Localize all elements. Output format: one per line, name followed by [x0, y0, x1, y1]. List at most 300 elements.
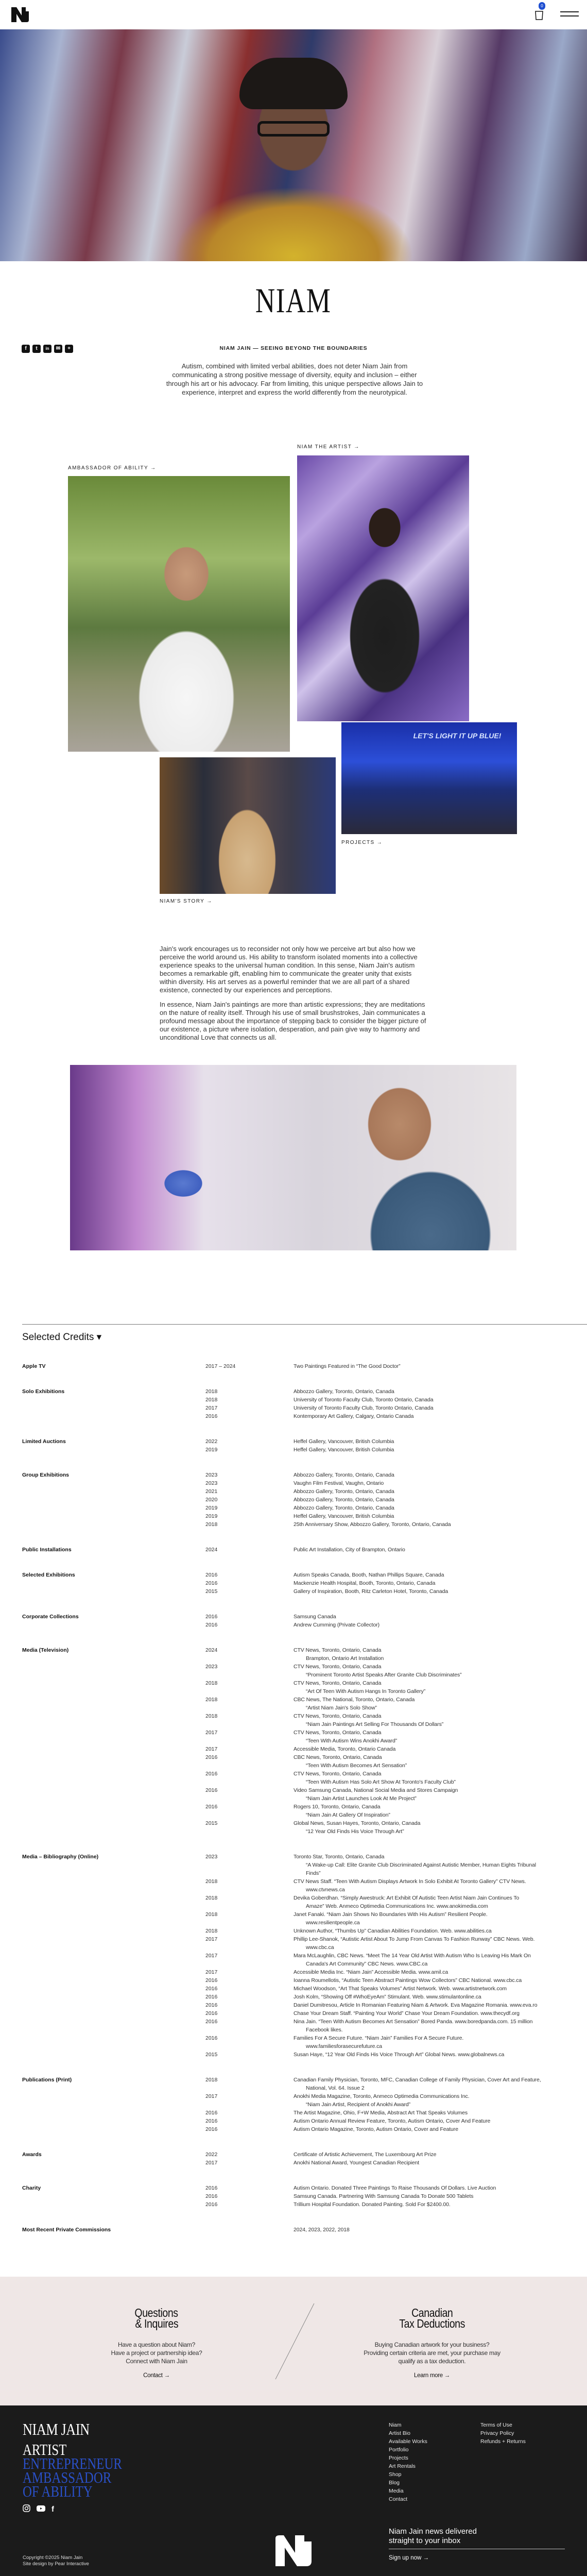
ambassador-photo[interactable] — [68, 476, 290, 752]
credit-year: 2018 — [205, 1521, 218, 1528]
credit-group — [22, 1362, 587, 1370]
credit-entry: Accessible Media, Toronto, Ontario Canada — [294, 1746, 396, 1752]
facebook-icon[interactable]: f — [22, 345, 30, 353]
credit-year: 2016 — [205, 1994, 218, 2000]
role-entrepreneur: ENTREPRENEUR — [23, 2454, 122, 2472]
credit-year: 2016 — [205, 1977, 218, 1984]
credit-row — [22, 1546, 587, 1554]
body-paragraph: In essence, Niam Jain's paintings are more than artistic expressions; they are meditations on the nature of reality itself. Through his use of small brushstrokes, Jain communicates a profound message about the importance of stepping back to consider the bigger picture of our existence, a picture where isolation, desperation, and pain give way to harmony and unconditional Love that connects us all. — [160, 1001, 426, 1041]
credit-year: 2016 — [205, 1771, 218, 1777]
credit-entry: Abbozzo Gallery, Toronto, Ontario, Canada — [294, 1497, 394, 1503]
twitter-icon[interactable]: t — [32, 345, 41, 353]
credit-row — [22, 1663, 587, 1679]
credit-year: 2016 — [205, 1804, 218, 1810]
credit-row — [22, 2226, 587, 2234]
credit-group-label: Solo Exhibitions — [22, 1388, 65, 1395]
credit-entry: Abbozzo Gallery, Toronto, Ontario, Canada — [294, 1388, 394, 1395]
credit-entry: CBC News, Toronto, Ontario, Canada — [294, 1754, 382, 1760]
credit-year: 2018 — [205, 1713, 218, 1719]
credit-year: 2020 — [205, 1497, 218, 1503]
credit-row — [22, 1894, 587, 1910]
cta-section — [0, 2277, 587, 2405]
credit-year: 2024 — [205, 1647, 218, 1653]
credit-detail: “Teen With Autism Wins Anokhi Award” — [306, 1738, 398, 1744]
credit-group — [22, 1471, 587, 1529]
credit-detail: www.resilientpeople.ca — [306, 1920, 360, 1926]
credit-detail: “Niam Jain Artist Launches Look At Me Project” — [306, 1795, 417, 1802]
site-logo[interactable] — [10, 6, 30, 23]
credit-year: 2016 — [205, 1622, 218, 1628]
credit-group-label: Public Installations — [22, 1547, 72, 1553]
credit-entry: Public Art Installation, City of Brampton, Ontario — [294, 1547, 405, 1553]
credit-year: 2016 — [205, 1413, 218, 1419]
credit-row — [22, 1496, 587, 1504]
credit-entry: Abbozzo Gallery, Toronto, Ontario, Canada — [294, 1505, 394, 1511]
credit-entry: Autism Speaks Canada, Booth, Nathan Phillips Square, Canada — [294, 1572, 444, 1578]
role-artist: ARTIST — [23, 2441, 67, 2459]
tax-text: Buying Canadian artwork for your business? Providing certain criteria are met, your purchase may qualify as a tax deduction. — [364, 2341, 500, 2365]
credit-row — [22, 1512, 587, 1520]
credit-group-label: Corporate Collections — [22, 1614, 79, 1620]
credit-detail: Amaze” Web. Anmeco Optimedia Communications Inc. www.anokimedia.com — [306, 1903, 488, 1909]
cart-button[interactable] — [533, 9, 545, 20]
credit-year: 2024 — [205, 1547, 218, 1553]
credit-entry: CTV News, Toronto, Ontario, Canada — [294, 1713, 382, 1719]
credit-detail: Facebook likes. — [306, 2027, 343, 2033]
credit-year: 2016 — [205, 1580, 218, 1586]
credit-year: 2016 — [205, 2110, 218, 2116]
credit-group-label: Most Recent Private Commissions — [22, 2227, 111, 2233]
credit-group — [22, 1571, 587, 1596]
sign-up-link[interactable]: Sign up now → — [389, 2555, 429, 2561]
credit-entry: The Artist Magazine, Ohio, F+W Media, Abstract Art That Speaks Volumes — [294, 2110, 468, 2116]
story-photo[interactable] — [160, 757, 336, 894]
credit-year: 2023 — [205, 1472, 218, 1478]
contact-link[interactable]: Contact → — [143, 2372, 170, 2379]
credit-row — [22, 1437, 587, 1446]
credit-entry: Global News, Susan Hayes, Toronto, Ontario, Canada — [294, 1820, 421, 1826]
credit-row — [22, 1479, 587, 1487]
site-header — [0, 0, 587, 29]
page-title-text: NIAM — [255, 281, 332, 320]
credit-year: 2016 — [205, 2118, 218, 2124]
credit-row — [22, 1927, 587, 1935]
credit-entry: CTV News Staff. “Teen With Autism Displays Artwork In Solo Exhibit At Toronto Gallery” CTV News. — [294, 1878, 526, 1885]
credit-year: 2016 — [205, 2002, 218, 2008]
credit-row — [22, 2076, 587, 2092]
credit-entry: Daniel Dumitresou, Article In Romanian Featuring Niam & Artwork. Eva Magazine Romania. www.eva.ro — [294, 2002, 538, 2008]
credit-entry: Heffel Gallery, Vancouver, British Columbia — [294, 1438, 394, 1445]
credit-entry: Autism Ontario Annual Review Feature, Toronto, Autism Ontario, Cover And Feature — [294, 2118, 491, 2124]
credit-detail: “Niam Jain Paintings Art Selling For Thousands Of Dollars” — [306, 1721, 444, 1727]
credit-year: 2018 — [205, 1388, 218, 1395]
credit-row — [22, 2184, 587, 2192]
hero-figure-glasses — [257, 121, 330, 137]
credit-entry: Josh Kolm, “Showing Off #WhoEyeAm” Stimulant. Web. www.stimulantonline.ca — [294, 1994, 481, 2000]
credit-year: 2018 — [205, 1680, 218, 1686]
credit-year: 2016 — [205, 1614, 218, 1620]
credit-row — [22, 1520, 587, 1529]
credit-year: 2015 — [205, 1588, 218, 1595]
footer-link-media[interactable]: Media — [389, 2488, 404, 2494]
role-ambassador: AMBASSADOR — [23, 2468, 112, 2486]
credit-row — [22, 1952, 587, 1968]
credit-year: 2017 — [205, 2160, 218, 2166]
credit-detail: www.ctvnews.ca — [306, 1887, 345, 1893]
footer-link-shop[interactable]: Shop — [389, 2471, 402, 2478]
credit-group — [22, 1437, 587, 1454]
credit-row — [22, 1412, 587, 1420]
credit-row — [22, 1968, 587, 1976]
credit-row — [22, 1471, 587, 1479]
tax-heading: Canadian Tax Deductions — [399, 2306, 465, 2330]
credit-year: 2018 — [205, 1928, 218, 1934]
credit-group-label: Apple TV — [22, 1363, 46, 1369]
credit-row — [22, 1745, 587, 1753]
credit-entry: Autism Ontario. Donated Three Paintings To Raise Thousands Of Dollars. Live Auction — [294, 2185, 496, 2191]
credit-row — [22, 2159, 587, 2167]
credit-detail: “A Wake-up Call: Elite Granite Club Discriminated Against Autistic Member, Human Eights Tribunal — [306, 1862, 536, 1868]
credit-group-label: Media – Bibliography (Online) — [22, 1854, 99, 1860]
credit-row — [22, 1993, 587, 2001]
facebook-icon[interactable]: f — [51, 2505, 54, 2514]
credit-row — [22, 2117, 587, 2125]
tax-block — [344, 2308, 520, 2380]
credit-row — [22, 1985, 587, 1993]
credit-group — [22, 2226, 587, 2234]
credit-detail: “Niam Jain Artist, Recipient of Anokhi Award” — [306, 2102, 411, 2108]
footer-legal-nav — [480, 2421, 526, 2446]
credit-detail: National, Vol. 64. Issue 2 — [306, 2085, 365, 2091]
credit-group-label: Limited Auctions — [22, 1438, 66, 1445]
photo-banner-text: LET'S LIGHT IT UP BLUE! — [413, 732, 502, 740]
credit-entry: Mara McLaughlin, CBC News. “Meet The 14 Year Old Artist With Autism Who Is Leaving His Mark On — [294, 1953, 531, 1959]
credit-year: 2015 — [205, 2052, 218, 2058]
credit-row — [22, 1646, 587, 1663]
credit-row — [22, 2109, 587, 2117]
credit-row — [22, 1679, 587, 1696]
credit-detail: “Art Of Teen With Autism Hangs In Toronto Gallery” — [306, 1688, 426, 1694]
credit-entry: University of Toronto Faculty Club, Toronto Ontario, Canada — [294, 1405, 434, 1411]
credit-entry: Vaughn Film Festival, Vaughn, Ontario — [294, 1480, 384, 1486]
credit-entry: Michael Woodson, “Art That Speaks Volumes” Artist Network. Web. www.artistnetwork.com — [294, 1986, 507, 1992]
plus-icon[interactable]: + — [65, 345, 73, 353]
footer-name: NIAM JAIN — [23, 2420, 90, 2438]
credit-row — [22, 2125, 587, 2133]
projects-photo[interactable] — [341, 722, 517, 834]
credit-row — [22, 1696, 587, 1712]
artist-photo[interactable] — [297, 455, 469, 721]
credit-year: 2018 — [205, 1895, 218, 1901]
credit-year: 2016 — [205, 2126, 218, 2132]
credit-year: 2017 — [205, 2093, 218, 2099]
credit-row — [22, 1387, 587, 1396]
credit-year: 2018 — [205, 1697, 218, 1703]
credit-row — [22, 1877, 587, 1894]
menu-icon[interactable] — [560, 11, 579, 18]
credit-row — [22, 2009, 587, 2018]
footer-link-blog[interactable]: Blog — [389, 2480, 400, 2486]
credit-entry: Autism Ontario Magazine, Toronto, Autism Ontario, Cover and Feature — [294, 2126, 458, 2132]
role-of-ability: OF ABILITY — [23, 2482, 93, 2500]
copyright — [23, 2555, 89, 2567]
projects-link[interactable]: PROJECTS → — [341, 840, 383, 845]
credit-entry: Janet Fanaki. “Niam Jain Shows No Boundaries With His Autism” Resilient People. — [294, 1911, 488, 1918]
credit-year: 2016 — [205, 2019, 218, 2025]
footer-link-portfolio[interactable]: Portfolio — [389, 2447, 409, 2453]
credit-entry: Rogers 10, Toronto, Ontario, Canada — [294, 1804, 381, 1810]
credit-year: 2019 — [205, 1505, 218, 1511]
credit-entry: Anokhi National Award, Youngest Canadian Recipient — [294, 2160, 420, 2166]
youtube-icon[interactable] — [37, 2505, 45, 2514]
credit-entry: CTV News, Toronto, Ontario, Canada — [294, 1647, 382, 1653]
credit-year: 2021 — [205, 1488, 218, 1495]
footer-legal-link-refunds-returns[interactable]: Refunds + Returns — [480, 2438, 526, 2445]
credit-row — [22, 2034, 587, 2050]
credit-row — [22, 1613, 587, 1621]
credit-row — [22, 1571, 587, 1579]
credit-group — [22, 2184, 587, 2209]
credit-entry: 2024, 2023, 2022, 2018 — [294, 2227, 350, 2233]
intro-subtitle: NIAM JAIN — SEEING BEYOND THE BOUNDARIES — [219, 345, 368, 351]
credit-group-label: Media (Television) — [22, 1647, 69, 1653]
credit-year: 2017 — [205, 1936, 218, 1942]
niam-the-artist-link[interactable]: NIAM THE ARTIST → — [297, 444, 360, 450]
credit-entry: Families For A Secure Future. “Niam Jain” Families For A Secure Future. — [294, 2035, 464, 2041]
nj-logo-icon — [10, 6, 30, 23]
site-footer — [0, 2405, 587, 2576]
linkedin-icon[interactable]: in — [43, 345, 51, 353]
credit-detail: www.familiesforasecurefuture.ca — [306, 2043, 383, 2049]
credit-row — [22, 2192, 587, 2200]
credit-detail: “Niam Jain At Gallery Of Inspiration” — [306, 1812, 390, 1818]
credit-entry: Kontemporary Art Gallery, Calgary, Ontario Canada — [294, 1413, 414, 1419]
credit-group — [22, 1613, 587, 1629]
credit-row — [22, 1770, 587, 1786]
credit-row — [22, 1396, 587, 1404]
credit-entry: Trillium Hospital Foundation. Donated Painting. Sold For $2400.00. — [294, 2201, 451, 2208]
niams-story-link[interactable]: NIAM'S STORY → — [160, 899, 213, 904]
credit-entry: Two Paintings Featured in “The Good Doctor” — [294, 1363, 401, 1369]
credit-entry: Samsung Canada — [294, 1614, 336, 1620]
credit-entry: Gallery of Inspiration, Booth, Ritz Carleton Hotel, Toronto, Canada — [294, 1588, 448, 1595]
credit-row — [22, 1935, 587, 1952]
credit-year: 2023 — [205, 1664, 218, 1670]
credit-year: 2023 — [205, 1854, 218, 1860]
credit-year: 2015 — [205, 1820, 218, 1826]
credit-detail: “Teen With Autism Becomes Art Sensation” — [306, 1762, 407, 1769]
credit-group-label: Awards — [22, 2151, 42, 2158]
credit-year: 2017 — [205, 1405, 218, 1411]
credit-entry: Toronto Star, Toronto, Ontario, Canada — [294, 1854, 385, 1860]
credit-group-label: Charity — [22, 2185, 41, 2191]
credit-detail: “Artist Niam Jain's Solo Show” — [306, 1705, 377, 1711]
credit-year: 2018 — [205, 1878, 218, 1885]
credit-row — [22, 1579, 587, 1587]
questions-block — [69, 2308, 244, 2380]
hero-figure-hair — [239, 58, 348, 109]
credit-year: 2016 — [205, 2193, 218, 2199]
credit-row — [22, 1976, 587, 1985]
credit-entry: Phillip Lee-Shanok, “Autistic Artist About To Jump From Canvas To Fashion Runway” CBC News. Web. — [294, 1936, 535, 1942]
credit-row — [22, 1753, 587, 1770]
credit-entry: University of Toronto Faculty Club, Toronto Ontario, Canada — [294, 1397, 434, 1403]
copyright-text: Copyright ©2025 Niam Jain — [23, 2555, 83, 2561]
cart-count-badge: 0 — [539, 2, 545, 10]
credit-entry: Chase Your Dream Staff. “Painting Your World” Chase Your Dream Foundation. www.thecydf.org — [294, 2010, 520, 2016]
learn-more-link[interactable]: Learn more → — [414, 2372, 450, 2379]
credit-detail: “12 Year Old Finds His Voice Through Art” — [306, 1828, 404, 1835]
credit-entry: Samsung Canada. Partnering With Samsung Canada To Donate 500 Tablets — [294, 2193, 474, 2199]
credit-entry: Abbozzo Gallery, Toronto, Ontario, Canada — [294, 1472, 394, 1478]
credit-entry: CTV News, Toronto, Ontario, Canada — [294, 1680, 382, 1686]
credit-year: 2016 — [205, 1754, 218, 1760]
credit-row — [22, 1362, 587, 1370]
body-text — [160, 945, 428, 1048]
credit-row — [22, 2092, 587, 2109]
credit-year: 2022 — [205, 2151, 218, 2158]
credit-entry: Heffel Gallery, Vancouver, British Columbia — [294, 1447, 394, 1453]
credit-row — [22, 1712, 587, 1728]
credit-row — [22, 1446, 587, 1454]
credit-detail: Finds” — [306, 1870, 321, 1876]
credit-entry: Ioanna Roumellotis, “Autistic Teen Abstract Paintings Wow Collectors” CBC National. www.cbc.ca — [294, 1977, 522, 1984]
credit-group-label: Publications (Print) — [22, 2077, 72, 2083]
credit-entry: CTV News, Toronto, Ontario, Canada — [294, 1771, 382, 1777]
credit-entry: Abbozzo Gallery, Toronto, Ontario, Canada — [294, 1488, 394, 1495]
footer-link-projects[interactable]: Projects — [389, 2455, 408, 2461]
credit-year: 2017 — [205, 1730, 218, 1736]
ambassador-link[interactable]: AMBASSADOR OF ABILITY → — [68, 465, 157, 471]
credit-entry: CBC News, The National, Toronto, Ontario, Canada — [294, 1697, 415, 1703]
credit-year: 2018 — [205, 2077, 218, 2083]
credit-row — [22, 2018, 587, 2034]
credit-year: 2017 — [205, 1953, 218, 1959]
credit-year: 2016 — [205, 2010, 218, 2016]
credit-year: 2018 — [205, 1911, 218, 1918]
credit-entry: Anokhi Media Magazine, Toronto, Anmeco Optimedia Communications Inc. — [294, 2093, 470, 2099]
credit-row — [22, 1853, 587, 1877]
footer-legal-link-privacy-policy[interactable]: Privacy Policy — [480, 2430, 514, 2436]
credit-entry: Devika Goberdhan. “Simply Awestruck: Art Exhibit Of Autistic Teen Artist Niam Jain Continues To — [294, 1895, 520, 1901]
credit-row — [22, 2150, 587, 2159]
shopping-bag-icon — [533, 9, 545, 20]
section-divider — [22, 1324, 587, 1325]
credit-entry: Susan Haye, “12 Year Old Finds His Voice Through Art” Global News. www.globalnews.ca — [294, 2052, 505, 2058]
credit-row — [22, 1504, 587, 1512]
credit-entry: CTV News, Toronto, Ontario, Canada — [294, 1664, 382, 1670]
credit-entry: CTV News, Toronto, Ontario, Canada — [294, 1730, 382, 1736]
credit-year: 2018 — [205, 1397, 218, 1403]
credits-list — [22, 1362, 587, 2251]
credit-row — [22, 1587, 587, 1596]
credit-entry: 25th Anniversary Show, Abbozzo Gallery, Toronto, Ontario, Canada — [294, 1521, 451, 1528]
footer-link-contact[interactable]: Contact — [389, 2496, 408, 2502]
credit-entry: Mackenzie Health Hospital, Booth, Toronto, Ontario, Canada — [294, 1580, 436, 1586]
footer-logo-icon — [274, 2534, 313, 2567]
credit-row — [22, 1487, 587, 1496]
credit-year: 2019 — [205, 1513, 218, 1519]
body-paragraph: Jain's work encourages us to reconsider not only how we perceive art but also how we perceive the world around us. His ability to transform isolated moments into a collective experience speaks to the universal human condition. In this sense, Niam Jain's autism becomes a remarkable gift, enabling him to communicate the greater unity that exists within diversity. His art serves as a powerful reminder that we are all part of a shared existence, connected by our experiences and perceptions. — [160, 945, 418, 994]
credit-row — [22, 1786, 587, 1803]
credit-row — [22, 1404, 587, 1412]
social-links — [23, 2504, 54, 2514]
footer-link-artist-bio[interactable]: Artist Bio — [389, 2430, 411, 2436]
credit-entry: Unknown Author, “Thumbs Up” Canadian Abilities Foundation. Web. www.abilities.ca — [294, 1928, 492, 1934]
credit-year: 2022 — [205, 1438, 218, 1445]
footer-link-available-works[interactable]: Available Works — [389, 2438, 427, 2445]
credit-group — [22, 1853, 587, 2059]
credit-group — [22, 1646, 587, 1836]
credit-row — [22, 2001, 587, 2009]
credit-group — [22, 1546, 587, 1554]
credit-group — [22, 1387, 587, 1420]
credit-year: 2017 — [205, 1969, 218, 1975]
email-icon[interactable]: ✉ — [54, 345, 62, 353]
credit-detail: “Prominent Toronto Artist Speaks After Granite Club Discriminates” — [306, 1672, 462, 1678]
credit-year: 2016 — [205, 2035, 218, 2041]
footer-link-niam[interactable]: Niam — [389, 2422, 402, 2428]
credit-row — [22, 2200, 587, 2209]
credit-year: 2016 — [205, 1572, 218, 1578]
credit-entry: Heffel Gallery, Vancouver, British Columbia — [294, 1513, 394, 1519]
footer-nav — [389, 2421, 427, 2503]
credit-detail: “Teen With Autism Has Solo Art Show At Toronto's Faculty Club” — [306, 1779, 456, 1785]
credit-entry: Accessible Media Inc. “Niam Jain” Accessible Media. www.amil.ca — [294, 1969, 448, 1975]
credit-year: 2019 — [205, 1447, 218, 1453]
credit-detail: www.cbc.ca — [306, 1944, 334, 1951]
credit-group — [22, 2076, 587, 2133]
credit-entry: Certificate of Artistic Achievement, The Luxembourg Art Prize — [294, 2151, 437, 2158]
footer-roles — [23, 2443, 122, 2498]
credit-entry: Canadian Family Physician, Toronto, MFC, Canadian College of Family Physician, Cover Art and Feature, — [294, 2077, 541, 2083]
credit-detail: Canada's Art Community” CBC News. www.CBC.ca — [306, 1961, 428, 1967]
painting-photo — [70, 1065, 516, 1250]
credit-row — [22, 1819, 587, 1836]
newsletter-heading: Niam Jain news delivered straight to your inbox — [389, 2527, 477, 2545]
credit-entry: Video Samsung Canada, National Social Media and Stores Campaign — [294, 1787, 458, 1793]
credit-entry: Nina Jain. “Teen With Autism Becomes Art Sensation” Bored Panda. www.boredpanda.com. 15 million — [294, 2019, 533, 2025]
credit-row — [22, 2050, 587, 2059]
credit-row — [22, 1728, 587, 1745]
credit-row — [22, 1910, 587, 1927]
credit-year: 2016 — [205, 1787, 218, 1793]
credit-entry: Andrew Cumming (Private Collector) — [294, 1622, 379, 1628]
questions-heading: Questions & Inquires — [134, 2306, 179, 2330]
credit-year: 2017 — [205, 1746, 218, 1752]
credit-detail: Brampton, Ontario Art Installation — [306, 1655, 384, 1662]
credit-year: 2016 — [205, 1986, 218, 1992]
hero-image — [0, 29, 587, 261]
questions-text: Have a question about Niam? Have a project or partnership idea? Connect with Niam Jain — [111, 2341, 202, 2365]
footer-legal-link-terms-of-use[interactable]: Terms of Use — [480, 2422, 512, 2428]
credit-year: 2016 — [205, 2201, 218, 2208]
credit-year: 2017 – 2024 — [205, 1363, 236, 1369]
selected-credits-toggle[interactable]: Selected Credits ▾ — [22, 1332, 102, 1343]
credit-row — [22, 1621, 587, 1629]
credit-row — [22, 1803, 587, 1819]
credit-year: 2016 — [205, 2185, 218, 2191]
credit-year: 2023 — [205, 1480, 218, 1486]
intro-text: Autism, combined with limited verbal abilities, does not deter Niam Jain from communicating a strong positive message of diversity, equity and inclusion – either through his art or his advocacy. Far from limiting, this unique perspective allows Jain to experience, interpret and express the world differently from the neurotypical. — [166, 362, 423, 396]
footer-link-art-rentals[interactable]: Art Rentals — [389, 2463, 416, 2469]
credit-group — [22, 2150, 587, 2167]
credit-group-label: Selected Exhibitions — [22, 1572, 75, 1578]
credit-group-label: Group Exhibitions — [22, 1472, 69, 1478]
design-credit[interactable]: Site design by Pear Interactive — [23, 2561, 89, 2567]
instagram-icon[interactable] — [23, 2504, 30, 2514]
page-title — [0, 280, 587, 321]
